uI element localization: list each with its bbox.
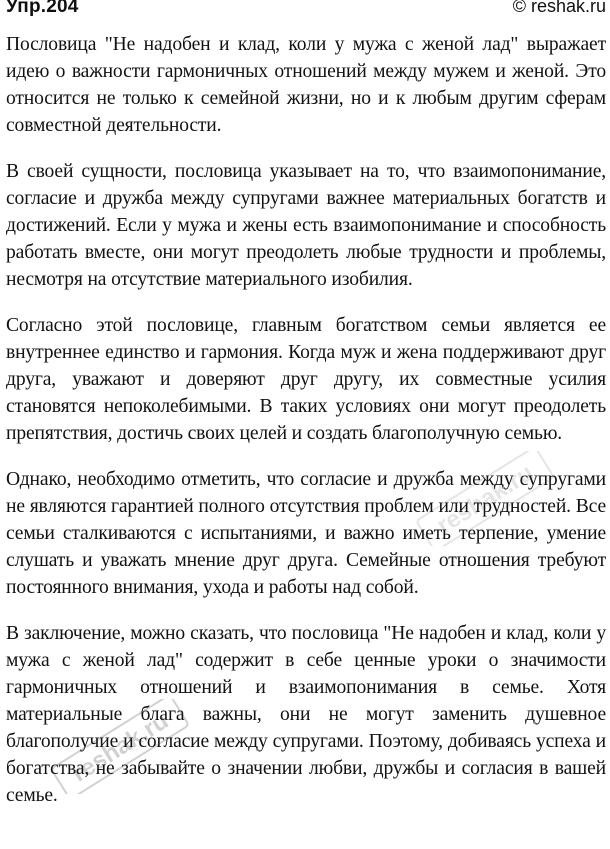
paragraph-5: В заключение, можно сказать, что пословица "Не надобен и клад, коли у мужа с женой лад" содержит в себе ценные уроки о значимости гармоничных отношений и взаимопонимания в семье. Хотя материальные блага важны, они не могут заменить душевное благополучие и согласие между супругами. Поэтому, добиваясь успеха и богатства, не забывайте о значении любви, дружбы и согласия в вашей семье.	[6, 623, 606, 806]
header	[6, 0, 606, 26]
watermark-text: reshak.ru	[67, 707, 174, 788]
source-credit: © reshak.ru	[512, 0, 606, 16]
paragraph-2: В своей сущности, пословица указывает на то, что взаимопонимание, согласие и дружба между супругами важнее материальных богатств и достижений. Если у мужа и жены есть взаимопонимание и способность работать вместе, они могут преодолеть любые трудности и проблемы, несмотря на отсутствие материального изобилия.	[6, 161, 606, 290]
paragraph-3: Согласно этой пословице, главным богатством семьи является ее внутреннее единство и гармония. Когда муж и жена поддерживают друг друга, уважают и доверяют друг другу, их совместные усилия становятся непоколебимыми. В таких условиях они могут преодолеть препятствия, достичь своих целей и создать благополучную семью.	[6, 315, 606, 444]
exercise-title: Упр.204	[6, 0, 79, 17]
paragraph-1: Пословица "Не надобен и клад, коли у мужа с женой лад" выражает идею о важности гармоничных отношений между мужем и женой. Это относится не только к семейной жизни, но и к любым другим сферам совместной деятельности.	[6, 34, 606, 136]
paragraph-4: Однако, необходимо отметить, что согласие и дружба между супругами не являются гарантией полного отсутствия проблем или трудностей. Все семьи сталкиваются с испытаниями, и важно иметь терпение, умение слушать и уважать мнение друг друга. Семейные отношения требуют постоянного внимания, ухода и работы над собой.	[6, 469, 606, 598]
answer-text	[6, 26, 606, 809]
watermark-text: reshak.ru	[432, 459, 539, 540]
